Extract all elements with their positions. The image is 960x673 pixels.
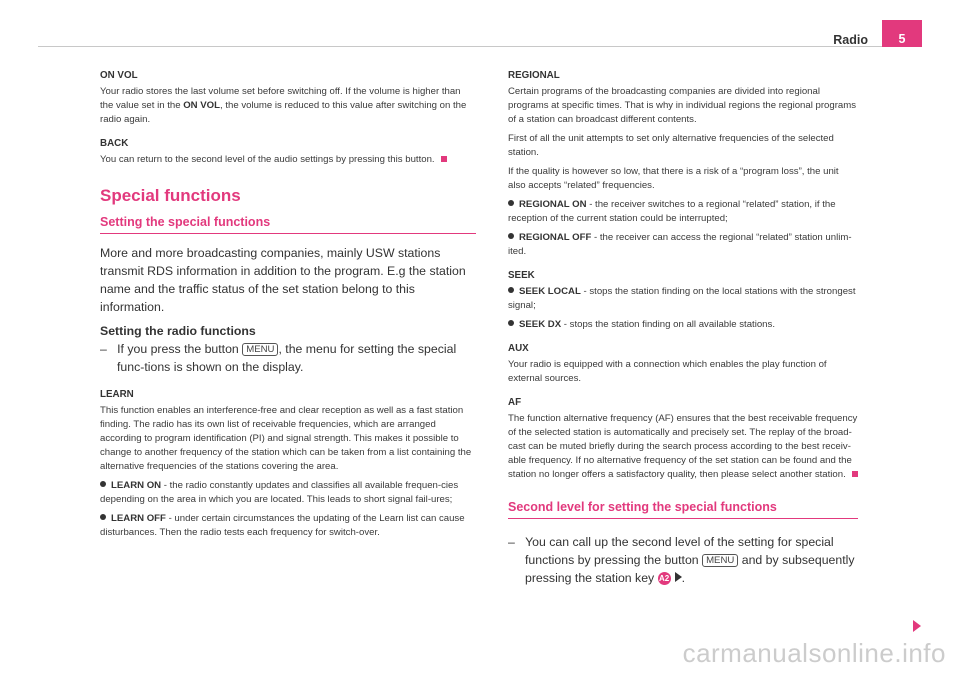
second-level-step	[508, 533, 858, 587]
learn-off-item	[100, 512, 476, 540]
seek-local-text: - stops the station finding on the local stations with the strongest signal;	[508, 286, 856, 311]
back-heading: BACK	[100, 138, 129, 149]
intro-paragraph: More and more broadcasting companies, mainly USW stations transmit RDS information in addition to the program. E.g the station name and the traffic status of the set station belong to this information.	[100, 246, 466, 314]
on-vol-heading: ON VOL	[100, 70, 138, 81]
second-level-title: Second level for setting the special functions	[508, 500, 858, 519]
right-column	[508, 69, 858, 599]
regional-p2: First of all the unit attempts to set only alternative frequencies of the selected station.	[508, 133, 834, 158]
pink-square-icon	[441, 156, 447, 162]
af-paragraph	[508, 412, 858, 482]
learn-heading: LEARN	[100, 389, 134, 400]
regional-p3: If the quality is however so low, that there is a risk of a “program loss”, the unit also accepts “related” frequencies.	[508, 166, 839, 191]
on-vol-text-b: , the volume is reduced to this value after switching on the radio again.	[100, 100, 467, 125]
af-heading: AF	[508, 397, 522, 408]
learn-off-term: LEARN OFF	[111, 513, 166, 524]
step-text-before: You can call up the second level of the setting for special functions by pressing the button	[525, 535, 834, 567]
regional-on-item	[508, 198, 858, 226]
seek-dx-item	[508, 318, 858, 332]
menu-key-icon: MENU	[702, 554, 738, 567]
back-text: You can return to the second level of the audio settings by pressing this button.	[100, 154, 435, 165]
aux-paragraph: Your radio is equipped with a connection which enables the play function of external sources.	[508, 359, 827, 384]
right-triangle-icon	[675, 572, 682, 582]
regional-off-item	[508, 231, 858, 259]
on-vol-paragraph	[100, 85, 476, 127]
setting-heading: Setting the radio functions	[100, 324, 256, 338]
bullet-dot-icon	[100, 481, 106, 487]
section-title: Special functions	[100, 186, 241, 205]
next-page-arrow-icon[interactable]	[913, 620, 921, 632]
seek-heading: SEEK	[508, 270, 535, 281]
step-text-after: , the menu for setting the special func-tions is shown on the display.	[117, 342, 457, 374]
step-text-middle: and by subsequently pressing the station key	[525, 553, 855, 585]
regional-off-text: - the receiver can access the regional “related” station unlim-ited.	[508, 232, 852, 257]
step-text-after: .	[681, 571, 686, 585]
bullet-dot-icon	[508, 233, 514, 239]
bullet-dot-icon	[508, 200, 514, 206]
aux-heading: AUX	[508, 343, 529, 354]
regional-heading: REGIONAL	[508, 70, 560, 81]
on-vol-text-a: Your radio stores the last volume set before switching off. If the volume is higher than the value set in the	[100, 86, 461, 111]
seek-dx-text: - stops the station finding on all available stations.	[561, 319, 775, 330]
bullet-dot-icon	[508, 320, 514, 326]
subsection-title: Setting the special functions	[100, 215, 476, 234]
menu-key-icon: MENU	[242, 343, 278, 356]
regional-on-term: REGIONAL ON	[519, 199, 587, 210]
seek-local-item	[508, 285, 858, 313]
step-menu	[100, 340, 476, 376]
header-rule	[38, 46, 922, 47]
pink-square-icon	[852, 471, 858, 477]
seek-dx-term: SEEK DX	[519, 319, 562, 330]
station-key-badge: A2	[658, 574, 670, 583]
learn-on-term: LEARN ON	[111, 480, 162, 491]
back-paragraph	[100, 153, 476, 167]
learn-on-item	[100, 479, 476, 507]
step-dash: –	[100, 342, 107, 356]
af-text: The function alternative frequency (AF) ensures that the best receivable frequency of the selected station is automatically and precisely set. The replay of the broad-cast can be muted briefly during the search process according to the best receiv-able frequency. If no alternative frequency of the set station can be found and the station no longer offers a satisfactory quality, then please select another station.	[508, 413, 858, 480]
step-text-before: If you press the button	[117, 342, 243, 356]
page-number-tab: 5	[882, 20, 922, 47]
regional-on-text: - the receiver switches to a regional “related” station, if the reception of the current station could be interrupted;	[508, 199, 836, 224]
left-column	[100, 69, 476, 545]
on-vol-term: ON VOL	[183, 100, 220, 111]
bullet-dot-icon	[100, 514, 106, 520]
seek-local-term: SEEK LOCAL	[519, 286, 581, 297]
regional-p1: Certain programs of the broadcasting companies are divided into regional programs at specific times. That is why in individual regions the regional programs of a station can broadcast different contents.	[508, 86, 857, 125]
bullet-dot-icon	[508, 287, 514, 293]
watermark: carmanualsonline.info	[682, 638, 946, 668]
learn-off-text: - under certain circumstances the updating of the Learn list can cause disturbances. Then the radio tests each frequency for switch-over.	[100, 513, 465, 538]
chapter-title: Radio	[833, 33, 868, 47]
step-dash: –	[508, 535, 515, 549]
learn-on-text: - the radio constantly updates and classifies all available frequen-cies depending on the area in which you are located. This leads to short signal fail-ures;	[100, 480, 459, 505]
learn-paragraph: This function enables an interference-free and clear reception as well as a fast station finding. The radio has its own list of receivable frequencies, which are arranged according to program identification (PI) and signal strength. This makes it possible to change to another frequency of the station which can be taken from a list containing the alternative frequencies of the stations covering the area.	[100, 405, 472, 472]
regional-off-term: REGIONAL OFF	[519, 232, 592, 243]
